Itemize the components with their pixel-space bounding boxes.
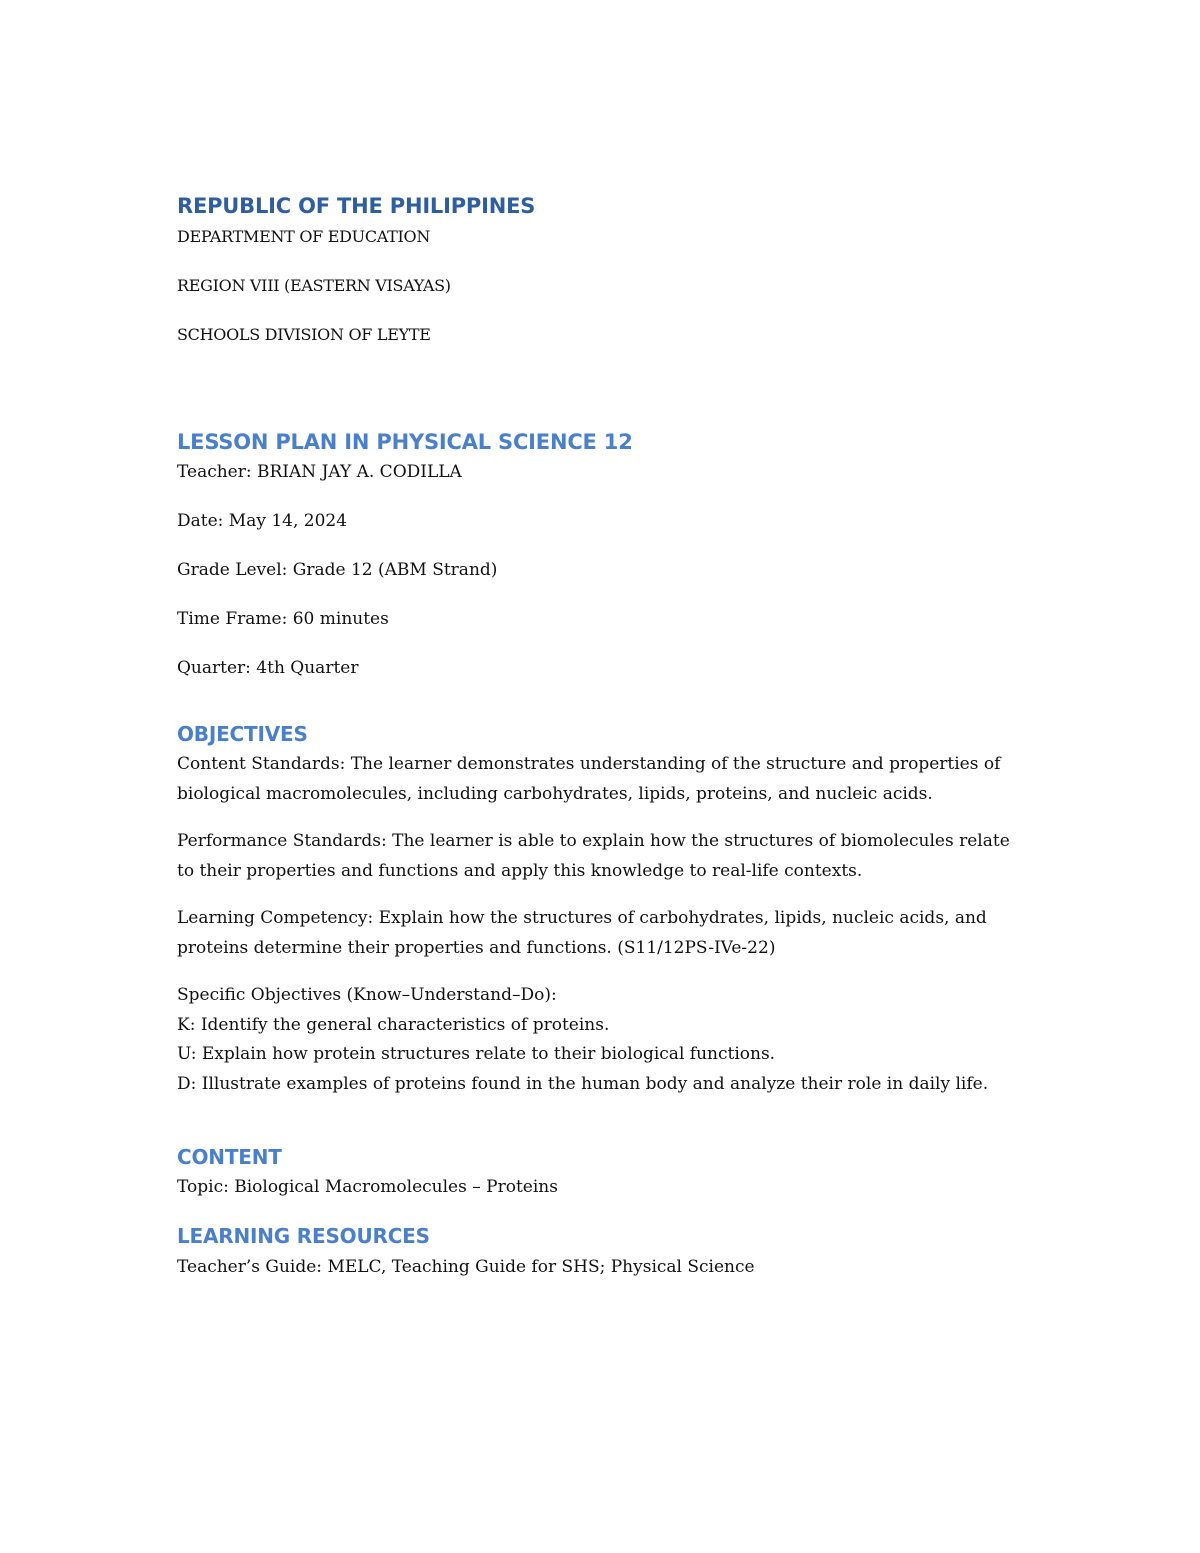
objectives-heading: OBJECTIVES bbox=[177, 722, 308, 746]
document-page bbox=[177, 192, 1027, 1282]
teachers-guide-line: Teacher’s Guide: MELC, Teaching Guide for SHS; Physical Science bbox=[177, 1257, 755, 1277]
quarter-line: Quarter: 4th Quarter bbox=[177, 658, 359, 678]
learning-resources-heading: LEARNING RESOURCES bbox=[177, 1224, 430, 1248]
lesson-plan-heading: LESSON PLAN IN PHYSICAL SCIENCE 12 bbox=[177, 430, 633, 454]
date-line: Date: May 14, 2024 bbox=[177, 511, 348, 531]
content-heading: CONTENT bbox=[177, 1145, 282, 1169]
learning-competency-paragraph: Learning Competency: Explain how the structures of carbohydrates, lipids, nucleic acids, and proteins determine their properties and functions. (S11/12PS-IVe-22) bbox=[177, 908, 987, 958]
objective-do: D: Illustrate examples of proteins found in the human body and analyze their role in daily life. bbox=[177, 1073, 989, 1094]
objective-know: K: Identify the general characteristics of proteins. bbox=[177, 1014, 610, 1035]
time-frame-line: Time Frame: 60 minutes bbox=[177, 609, 389, 629]
topic-line: Topic: Biological Macromolecules – Proteins bbox=[177, 1177, 558, 1197]
region-line: REGION VIII (EASTERN VISAYAS) bbox=[177, 276, 451, 295]
teacher-line: Teacher: BRIAN JAY A. CODILLA bbox=[177, 462, 462, 482]
grade-level-line: Grade Level: Grade 12 (ABM Strand) bbox=[177, 560, 498, 580]
department-line: DEPARTMENT OF EDUCATION bbox=[177, 227, 431, 246]
performance-standards-paragraph: Performance Standards: The learner is able to explain how the structures of biomolecules relate to their properties and functions and apply this knowledge to real-life contexts. bbox=[177, 831, 1010, 881]
objective-understand: U: Explain how protein structures relate to their biological functions. bbox=[177, 1044, 776, 1064]
division-line: SCHOOLS DIVISION OF LEYTE bbox=[177, 325, 431, 344]
republic-heading: REPUBLIC OF THE PHILIPPINES bbox=[177, 194, 536, 218]
content-standards-paragraph: Content Standards: The learner demonstrates understanding of the structure and properties of biological macromolecules, including carbohydrates, lipids, proteins, and nucleic acids. bbox=[177, 754, 1001, 804]
specific-objectives-heading: Specific Objectives (Know–Understand–Do): bbox=[177, 985, 557, 1005]
